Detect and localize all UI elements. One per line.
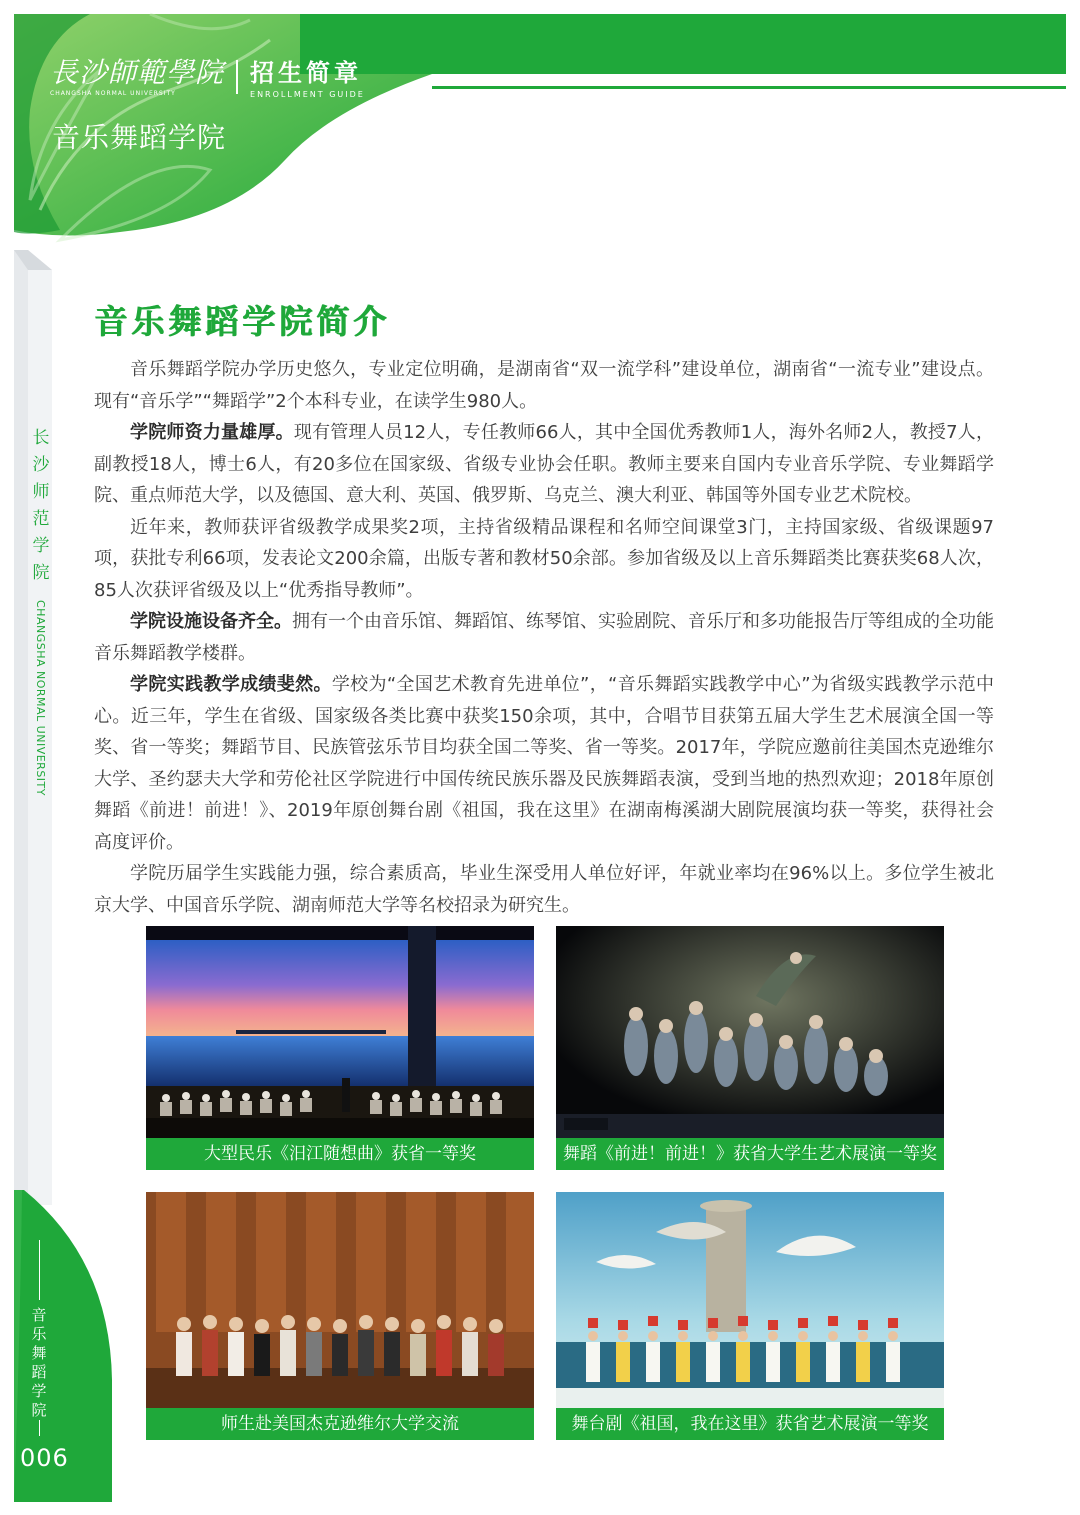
side-vertical-school-name: [30, 425, 52, 587]
tab-char: 舞: [31, 1344, 47, 1362]
logo-chinese-name: 長沙師範學院: [50, 56, 225, 89]
paragraph: [94, 606, 994, 669]
side-char: 长: [32, 428, 50, 448]
paragraph: [94, 512, 994, 607]
tab-char: 院: [31, 1401, 47, 1419]
paragraph-text: 现有管理人员12人，专任教师66人，其中全国优秀教师1人，海外名师2人，教授7人，副教授18人，博士6人，有20多位在国家级、省级专业协会任职。教师主要来自国内专业音乐学院、专业舞蹈学院、重点师范大学，以及德国、意大利、英国、俄罗斯、乌克兰、澳大利亚、韩国等外国专业艺术院校。: [94, 422, 994, 506]
photo-stage-play: [556, 1192, 944, 1408]
photo-caption: 舞蹈《前进！前进！》获省大学生艺术展演一等奖: [563, 1144, 937, 1164]
side-vertical-english-name: CHANGSHA NORMAL UNIVERSITY: [34, 600, 47, 796]
photo-card-dance: [556, 926, 944, 1170]
photo-card-stage-play: [556, 1192, 944, 1440]
paragraph-text: 近年来，教师获评省级教学成果奖2项，主持省级精品课程和名师空间课堂3门，主持国家级、省级课题97项，获批专利66项，发表论文200余篇，出版专著和教材50余部。参加省级及以上音乐舞蹈类比赛获奖68人次，85人次获评省级及以上“优秀指导教师”。: [94, 516, 994, 601]
photo-orchestra: [146, 926, 534, 1138]
tab-line-bottom: [39, 1420, 40, 1436]
header-divider-line: [432, 86, 1066, 89]
enrollment-guide-subtitle: ENROLLMENT GUIDE: [250, 90, 365, 99]
photo-dance: [556, 926, 944, 1138]
tab-char: 音: [31, 1306, 47, 1324]
logo-english-name: CHANGSHA NORMAL UNIVERSITY: [50, 90, 176, 97]
paragraph-text: 音乐舞蹈学院办学历史悠久，专业定位明确，是湖南省“双一流学科”建设单位，湖南省“一流专业”建设点。现有“音乐学”“舞蹈学”2个本科专业，在读学生980人。: [94, 359, 994, 412]
paragraph-lead: 学院设施设备齐全。: [130, 611, 292, 632]
tab-char: 学: [31, 1382, 47, 1400]
tab-line-top: [39, 1240, 40, 1300]
paragraph-text: 拥有一个由音乐馆、舞蹈馆、练琴馆、实验剧院、音乐厅和多功能报告厅等组成的全功能音乐舞蹈教学楼群。: [94, 611, 994, 664]
enrollment-guide-title: 招生简章: [250, 59, 363, 87]
paragraph-text: 学院历届学生实践能力强，综合素质高，毕业生深受用人单位好评，年就业率均在96%以上。多位学生被北京大学、中国音乐学院、湖南师范大学等名校招录为研究生。: [94, 863, 994, 916]
side-char: 范: [32, 509, 50, 529]
logo-separator: [236, 60, 238, 94]
paragraph: [94, 417, 994, 512]
paragraph: [94, 858, 994, 921]
side-char: 院: [32, 563, 50, 583]
photo-caption: 大型民乐《汨江随想曲》获省一等奖: [204, 1144, 476, 1164]
intro-body-text: [94, 354, 994, 921]
paragraph-lead: 学院师资力量雄厚。: [130, 422, 294, 443]
paragraph-lead: 学院实践教学成绩斐然。: [130, 674, 332, 695]
photo-caption: 舞台剧《祖国，我在这里》获省艺术展演一等奖: [571, 1414, 929, 1434]
photo-card-exchange: [146, 1192, 534, 1440]
side-char: 学: [32, 536, 50, 556]
tab-college-label: [28, 1306, 50, 1420]
tab-char: 乐: [31, 1325, 47, 1343]
tab-char: 蹈: [31, 1363, 47, 1381]
side-char: 师: [32, 482, 50, 502]
paragraph: [94, 354, 994, 417]
section-title: 音乐舞蹈学院简介: [94, 302, 390, 341]
photo-exchange: [146, 1192, 534, 1408]
paragraph: [94, 669, 994, 858]
university-logo: [50, 58, 365, 106]
photo-card-orchestra: [146, 926, 534, 1170]
college-name-header: 音乐舞蹈学院: [52, 121, 227, 154]
side-char: 沙: [32, 455, 50, 475]
paragraph-text: 学校为“全国艺术教育先进单位”，“音乐舞蹈实践教学中心”为省级实践教学示范中心。近三年，学生在省级、国家级各类比赛中获奖150余项，其中，合唱节目获第五届大学生艺术展演全国一等奖、省一等奖；舞蹈节目、民族管弦乐节目均获全国二等奖、省一等奖。2017年，学院应邀前往美国杰克逊维尔大学、圣约瑟夫大学和劳伦社区学院进行中国传统民族乐器及民族舞蹈表演，受到当地的热烈欢迎；2018年原创舞蹈《前进！前进！》、2019年原创舞台剧《祖国，我在这里》在湖南梅溪湖大剧院展演均获一等奖，获得社会高度评价。: [94, 674, 994, 853]
page-number: 006: [20, 1444, 69, 1472]
photo-caption: 师生赴美国杰克逊维尔大学交流: [221, 1414, 459, 1434]
